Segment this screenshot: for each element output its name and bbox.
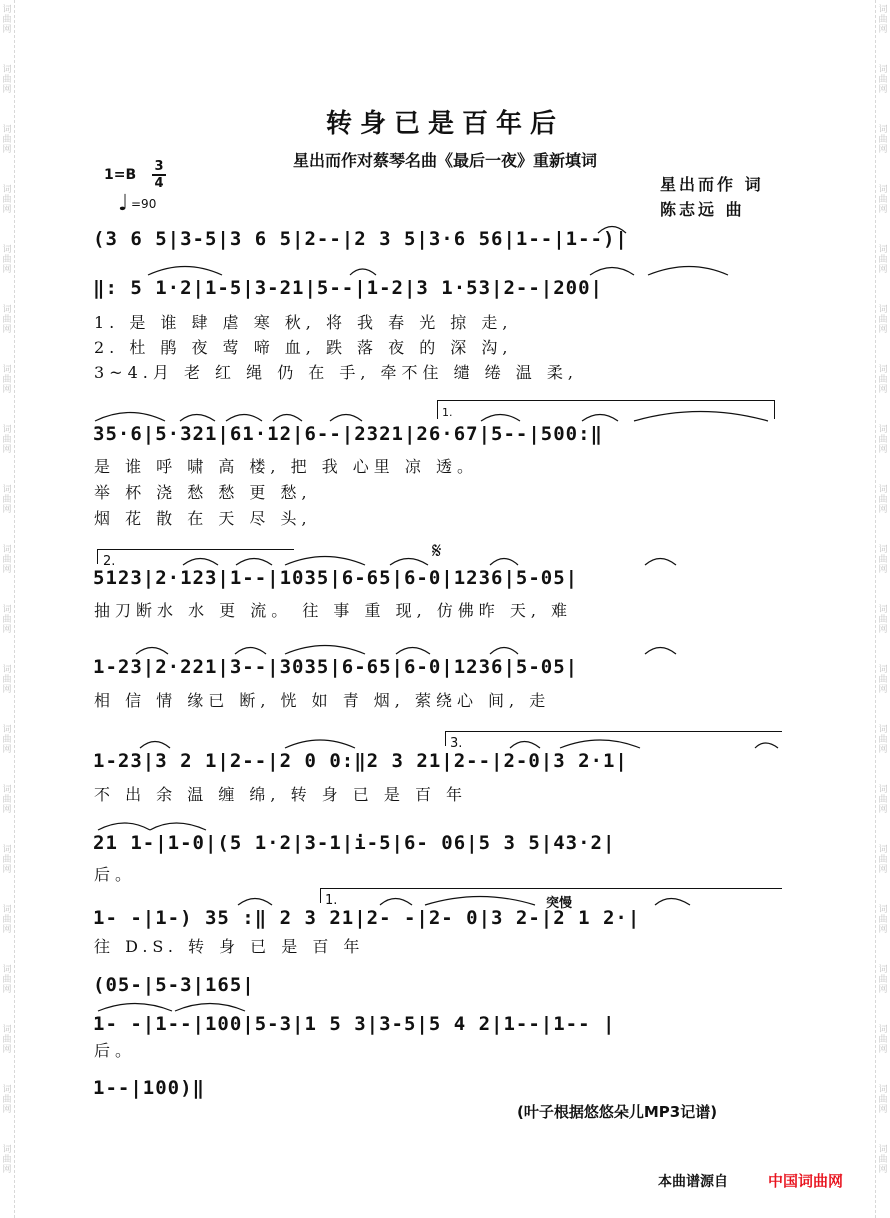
watermark-stamp: 词 曲 网: [2, 485, 12, 515]
tempo-value: =90: [131, 197, 157, 211]
watermark-stamp: 词 曲 网: [878, 665, 888, 695]
notation-row: 35·6|5·321|61·12|6--|2321|26·67|5--|500:‖: [93, 423, 603, 445]
slur-arc: [180, 415, 215, 422]
watermark-stamp: 词 曲 网: [878, 905, 888, 935]
watermark-stamp: 词 曲 网: [878, 65, 888, 95]
lyric-line: 烟 花 散 在 天 尽 头,: [94, 509, 312, 528]
slur-arc: [285, 740, 355, 748]
watermark-stamp: 词 曲 网: [878, 1025, 888, 1055]
slur-arc: [590, 268, 634, 276]
volta-label: 1.: [325, 893, 338, 908]
lyric-line: 后。: [94, 865, 137, 884]
slur-arc: [95, 413, 165, 422]
notation-row: (05-|5-3|165|: [93, 974, 255, 996]
time-signature-top: 3: [154, 159, 164, 174]
watermark-stamp: 词 曲 网: [2, 665, 12, 695]
watermark-stamp: 词 曲 网: [2, 965, 12, 995]
notation-row: 1-23|2·221|3--|3035|6-65|6-0|1236|5-05|: [93, 656, 579, 678]
notation-row: 1- -|1--|100|5-3|1 5 3|3-5|5 4 2|1--|1-- |: [93, 1013, 616, 1035]
watermark-stamp: 词 曲 网: [2, 425, 12, 455]
slur-arc: [226, 415, 262, 422]
watermark-stamp: 词 曲 网: [878, 365, 888, 395]
slur-arc: [236, 559, 272, 566]
slur-arc: [380, 899, 412, 906]
slur-arc: [98, 1004, 172, 1012]
slur-arc: [390, 559, 428, 566]
tempo-note-icon: ♩: [118, 191, 129, 216]
lyric-line: 抽刀断水 水 更 流。 往 事 重 现, 仿佛昨 天, 难: [94, 601, 573, 620]
lyric-line: 1. 是 谁 肆 虐 寒 秋, 将 我 春 光 掠 走,: [94, 313, 513, 332]
composer-credit: 陈志远 曲: [660, 200, 745, 219]
watermark-stamp: 词 曲 网: [878, 605, 888, 635]
watermark-stamp: 词 曲 网: [2, 5, 12, 35]
slur-arc: [238, 899, 272, 906]
watermark-stamp: 词 曲 网: [2, 545, 12, 575]
slur-arc: [235, 648, 266, 655]
transcriber-note: (叶子根据悠悠朵儿MP3记谱): [517, 1103, 718, 1121]
notation-row: (3 6 5|3-5|3 6 5|2--|2 3 5|3·6 56|1--|1--)|: [93, 228, 628, 250]
performance-note: 突慢: [546, 896, 573, 911]
slur-arc: [330, 415, 362, 422]
slur-arc: [285, 646, 365, 655]
watermark-stamp: 词 曲 网: [878, 725, 888, 755]
watermark-stamp: 词 曲 网: [878, 545, 888, 575]
slur-arc: [645, 559, 676, 566]
segno-icon: 𝄋: [432, 539, 442, 564]
key-signature: 1=B: [104, 167, 137, 183]
lyric-line: 2. 杜 鹃 夜 莺 啼 血, 跌 落 夜 的 深 沟,: [94, 338, 513, 357]
watermark-stamp: 词 曲 网: [2, 125, 12, 155]
watermark-stamp: 词 曲 网: [878, 125, 888, 155]
slur-arc: [285, 557, 365, 566]
watermark-stamp: 词 曲 网: [2, 305, 12, 335]
volta-label: 1.: [442, 406, 453, 419]
watermark-stamp: 词 曲 网: [878, 305, 888, 335]
slur-arc: [755, 743, 778, 748]
watermark-stamp: 词 曲 网: [2, 785, 12, 815]
slur-arc: [273, 415, 302, 422]
song-title: 转身已是百年后: [325, 109, 564, 139]
watermark-stamp: 词 曲 网: [2, 845, 12, 875]
lyric-line: 举 杯 浇 愁 愁 更 愁,: [94, 483, 312, 502]
slur-arc: [648, 267, 728, 276]
slur-arc: [490, 648, 518, 655]
watermark-stamp: 词 曲 网: [2, 1085, 12, 1115]
notation-row: 1-23|3 2 1|2--|2 0 0:‖2 3 21|2--|2-0|3 2·1|: [93, 750, 628, 772]
watermark-stamp: 词 曲 网: [878, 185, 888, 215]
watermark-stamp: 词 曲 网: [878, 965, 888, 995]
watermark-stamp: 词 曲 网: [2, 605, 12, 635]
watermark-stamp: 词 曲 网: [878, 1085, 888, 1115]
slur-arc: [350, 269, 376, 275]
slur-arc: [183, 559, 218, 566]
slur-arc: [140, 742, 170, 749]
watermark-stamp: 词 曲 网: [878, 5, 888, 35]
lyric-line: 后。: [94, 1041, 137, 1060]
volta-label: 3.: [450, 736, 463, 751]
watermark-stamp: 词 曲 网: [878, 845, 888, 875]
lyric-line: 往 D.S. 转 身 已 是 百 年: [94, 937, 365, 956]
song-subtitle: 星出而作对蔡琴名曲《最后一夜》重新填词: [292, 151, 597, 170]
time-signature-bottom: 4: [154, 176, 164, 191]
watermark-stamp: 词 曲 网: [878, 785, 888, 815]
slur-arc: [560, 740, 640, 748]
watermark-stamp: 词 曲 网: [878, 425, 888, 455]
slur-arc: [150, 823, 206, 830]
lyricist-credit: 星出而作 词: [660, 175, 764, 194]
footer-site-link[interactable]: 中国词曲网: [768, 1172, 844, 1190]
slur-arc: [396, 648, 430, 655]
watermark-stamp: 词 曲 网: [878, 485, 888, 515]
watermark-stamp: 词 曲 网: [2, 725, 12, 755]
notation-row: 21 1-|1-0|(5 1·2|3-1|i-5|6- 06|5 3 5|43·2|: [93, 832, 616, 854]
watermark-stamp: 词 曲 网: [2, 905, 12, 935]
slur-arc: [481, 415, 520, 422]
lyric-line: 相 信 情 缘已 断, 恍 如 青 烟, 萦绕心 间, 走: [94, 691, 551, 710]
notation-row: 1- -|1-) 35 :‖ 2 3 21|2- -|2- 0|3 2-|2 1 2·|: [93, 907, 641, 929]
slur-arc: [490, 559, 518, 566]
watermark-stamp: 词 曲 网: [2, 245, 12, 275]
notation-row: 5123|2·123|1--|1035|6-65|6-0|1236|5-05|: [93, 567, 579, 589]
slur-arc: [98, 823, 150, 830]
slur-arc: [598, 227, 626, 234]
slur-arc: [425, 897, 535, 906]
watermark-stamp: 词 曲 网: [2, 65, 12, 95]
slur-arc: [645, 648, 676, 655]
notation-row: 1--|100)‖: [93, 1077, 205, 1099]
watermark-stamp: 词 曲 网: [878, 245, 888, 275]
footer-source-label: 本曲谱源自: [658, 1174, 728, 1190]
slur-arc: [148, 267, 222, 276]
slur-arc: [655, 899, 690, 906]
watermark-stamp: 词 曲 网: [2, 1025, 12, 1055]
lyric-line: 不 出 余 温 缠 绵, 转 身 已 是 百 年: [94, 785, 468, 804]
notation-row: ‖: 5 1·2|1-5|3-21|5--|1-2|3 1·53|2--|200|: [93, 277, 603, 299]
watermark-stamp: 词 曲 网: [2, 1145, 12, 1175]
watermark-stamp: 词 曲 网: [2, 365, 12, 395]
slur-arc: [510, 742, 540, 749]
volta-label: 2.: [103, 554, 116, 569]
lyric-line: 3~4.月 老 红 绳 仍 在 手, 牵不住 缱 绻 温 柔,: [94, 363, 578, 382]
slur-arc: [582, 415, 618, 422]
slur-arc: [634, 412, 768, 422]
slur-arc: [175, 1004, 245, 1012]
lyric-line: 是 谁 呼 啸 高 楼, 把 我 心里 凉 透。: [94, 457, 478, 476]
watermark-stamp: 词 曲 网: [2, 185, 12, 215]
slur-arc: [136, 648, 168, 655]
watermark-stamp: 词 曲 网: [878, 1145, 888, 1175]
